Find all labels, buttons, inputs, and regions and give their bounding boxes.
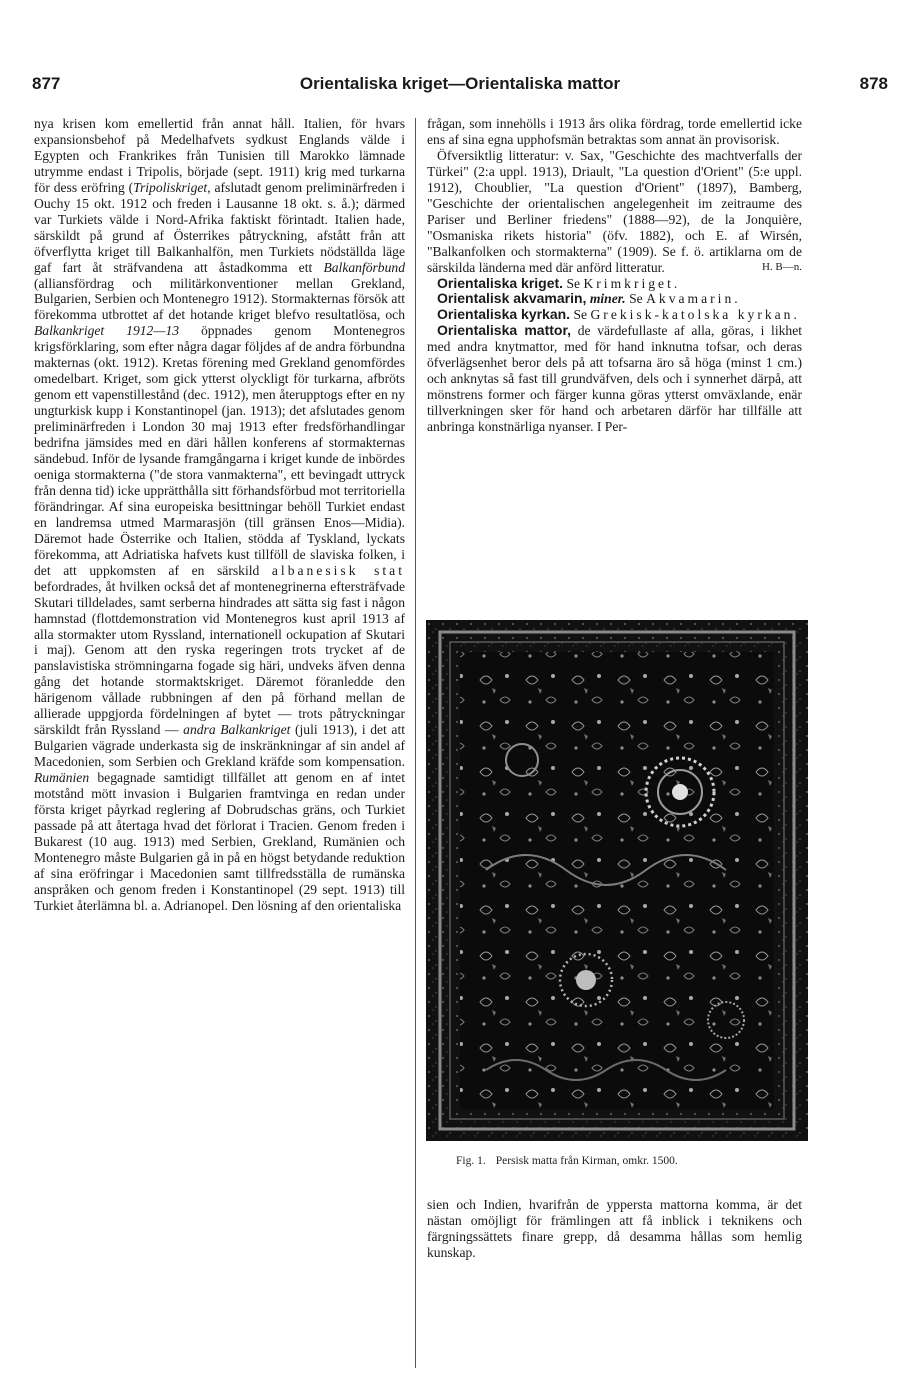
carpet-figure-image bbox=[426, 620, 808, 1141]
entry-orientaliska-kriget: Orientaliska kriget. Se Krimkriget. bbox=[437, 274, 681, 291]
page-header bbox=[32, 74, 888, 98]
figure-label: Fig. 1. bbox=[456, 1155, 486, 1167]
right-paragraph-1: frågan, som innehölls i 1913 års olika fördrag, torde emellertid icke ens af sina egna upphofsmän betraktas som annat än provisorisk. bbox=[427, 116, 802, 147]
figure-caption bbox=[456, 1155, 796, 1167]
carpet-illustration bbox=[426, 620, 808, 1141]
left-column bbox=[34, 116, 405, 1371]
running-title: Orientaliska kriget—Orientaliska mattor bbox=[299, 74, 621, 93]
column-divider bbox=[415, 118, 416, 1368]
page-number-right: 878 bbox=[859, 74, 888, 93]
figure-caption-text: Persisk matta från Kirman, omkr. 1500. bbox=[495, 1155, 678, 1167]
page-number-left: 877 bbox=[32, 74, 61, 93]
right-column bbox=[427, 116, 802, 435]
right-column-continuation: sien och Indien, hvarifrån de yppersta mattorna komma, är det nästan omöjligt för främlingen att få inblick i teknikens och färgningssättets finare grepp, då desamma hållas som hemlig kunskap. bbox=[427, 1197, 802, 1260]
literature-paragraph: Öfversiktlig litteratur: v. Sax, "Geschichte des machtverfalls der Türkei" (2:a uppl. 1913), Driault, "La question d'Orient" (5:e uppl. 1912), Choublier, "La question d'Orient" (1897), Bamberg, "Geschichte der orientalischen angelegenheit im zeitraume des Pariser und Berliner friedens" (1888—92), de la Jonquière, "Osmaniska rikets historia" (öfv. 1882), och E. af Wirsén, "Balkanfolken och stormakterna" (1909). Se f. ö. artiklarna om de särskilda länderna med där anförd litteratur. H. B—n. bbox=[427, 147, 802, 275]
cross-reference-link[interactable]: Krimkriget. bbox=[583, 275, 681, 291]
left-paragraph: nya krisen kom emellertid från annat håll. Italien, för hvars expansionsbehof på Medelhafvets sydkust Englands välde i Egypten och Frankrikes från Tunisien till Marokko lämnade utrymme endast i Tripolis, började (sept. 1911) krig med turkarna för dess eröfring (Tripoliskriget, afslutadt genom preliminärfreden i Ouchy 15 okt. 1912 och freden i Lausanne 18 okt. s. å.); därmed var Turkiets välde i Nord-Afrika faktiskt förintadt. Italien hade, särskildt på grund af Österrikes påtryckning, afstått från att öfverflytta kriget till Balkanhalfön, men Turkiets nödställda läge gaf fart åt sträfvandena att åstadkomma ett Balkanförbund (alliansfördrag och militärkonventioner mellan Grekland, Bulgarien, Serbien och Montenegro 1912). Stormakternas försök att förekomma utbrottet af det hotande kriget blefvo resultatlösa, och Balkankriget 1912—13 öppnades genom Montenegros krigsförklaring, som efter några dagar följdes af de andra förbundna makternas (okt. 1912). Kretas förening med Grekland genomfördes omedelbart. Kriget, som gick ytterst olyckligt för turkarna, afbröts genom ett vapenstillestånd (dec. 1912), men återupptogs efter en ny ungturkisk kupp i Konstantinopel (jan. 1913); det afslutades genom preliminärfreden i London 30 maj 1913 efter fredsförhandlingar bedrifna jämsides med en däri hållen konferens af stormakternas sändebud. Inför de lysande framgångarna i kriget kunde de inbördes oeniga stormakterna ("de stora vanmakterna", ett bevingadt uttryck från denna tid) icke upprätthålla sitt förhandsförbud mot territoriella förändringar. Af sina europeiska besittningar behöll Turkiet endast en landremsa utmed Marmarasjön (till gränsen Enos—Midia). Däremot hade Österrike och Italien, stödda af Tyskland, lyckats förekomma, att Adriatiska hafvets kust tillföll de slaviska folken, i det att uppkomsten af en särskild albanesisk stat befordrades, åt hvilken också det af montenegrinerna eftersträfvade Skutari tilldelades, samt serberna hindrades att sätta sig fast i någon hamnstad (flottdemonstration vid Montenegros kust april 1913 af alla stormakter utom Ryssland, internationell ockupation af Skutari i maj). Genom att den ryska regeringen trots trycket af de panslavistiska strömningarna fogade sig häri, undveks äfven denna gång det hotande stormaktskriget. Däremot föranledde den härigenom vållade rubbningen af den på förhand mellan de allierade uppgjorda fördelningen af bytet — trots påtryckningar särskildt från Ryssland — andra Balkankriget (juli 1913), i det att Bulgarien vägrade underkasta sig de inskränkningar af sin andel af Macedonien, som Serbien och Grekland kräfde som kompensation. Rumänien begagnade samtidigt tillfället att genom en af intet motstånd mött invasion i Bulgarien framtvinga en redan under första kriget påyrkad reglering af Dobrudschas gräns, och Turkiet passade på att återtaga hvad det förlorat i Tracien. Genom freden i Bukarest (10 aug. 1913) med Serbien, Grekland, Rumänien och Montenegro måste Bulgarien gå in på en högst betydande reduktion af sina eröfringar i Macedonien samt tillfredsställa de rumänska anspråken och genom freden i Konstantinopel (29 sept. 1913) till Turkiet återlämna bl. a. Adrianopel. Den lösning af den orientaliska bbox=[34, 116, 405, 913]
cross-reference-link[interactable]: Akvamarin. bbox=[646, 291, 741, 307]
author-signature: H. B—n. bbox=[761, 260, 802, 273]
entry-orientalisk-akvamarin: Orientalisk akvamarin, miner. Se Akvamarin. bbox=[437, 290, 741, 307]
entry-orientaliska-mattor: Orientaliska mattor, de värdefullaste af alla, göras, i likhet med andra knytmattor, med för hand inknutna tofsar, och deras öfverlägsenhet beror dels på att tofsarna äro så höga (minst 1 cm.) och anknytas så fast till grundväfven, dels och i synnerhet därpå, att mönstrens former och färger kunna göras ytterst omväxlande, enär tillverkningen sker för hand och arbetaren därför har tillfälle att anbringa konstnärliga nyanser. I Per- bbox=[427, 322, 803, 435]
cross-reference-link[interactable]: Grekisk-katolska kyrkan. bbox=[590, 307, 800, 323]
entry-orientaliska-kyrkan: Orientaliska kyrkan. Se Grekisk-katolska kyrkan. bbox=[437, 306, 800, 323]
